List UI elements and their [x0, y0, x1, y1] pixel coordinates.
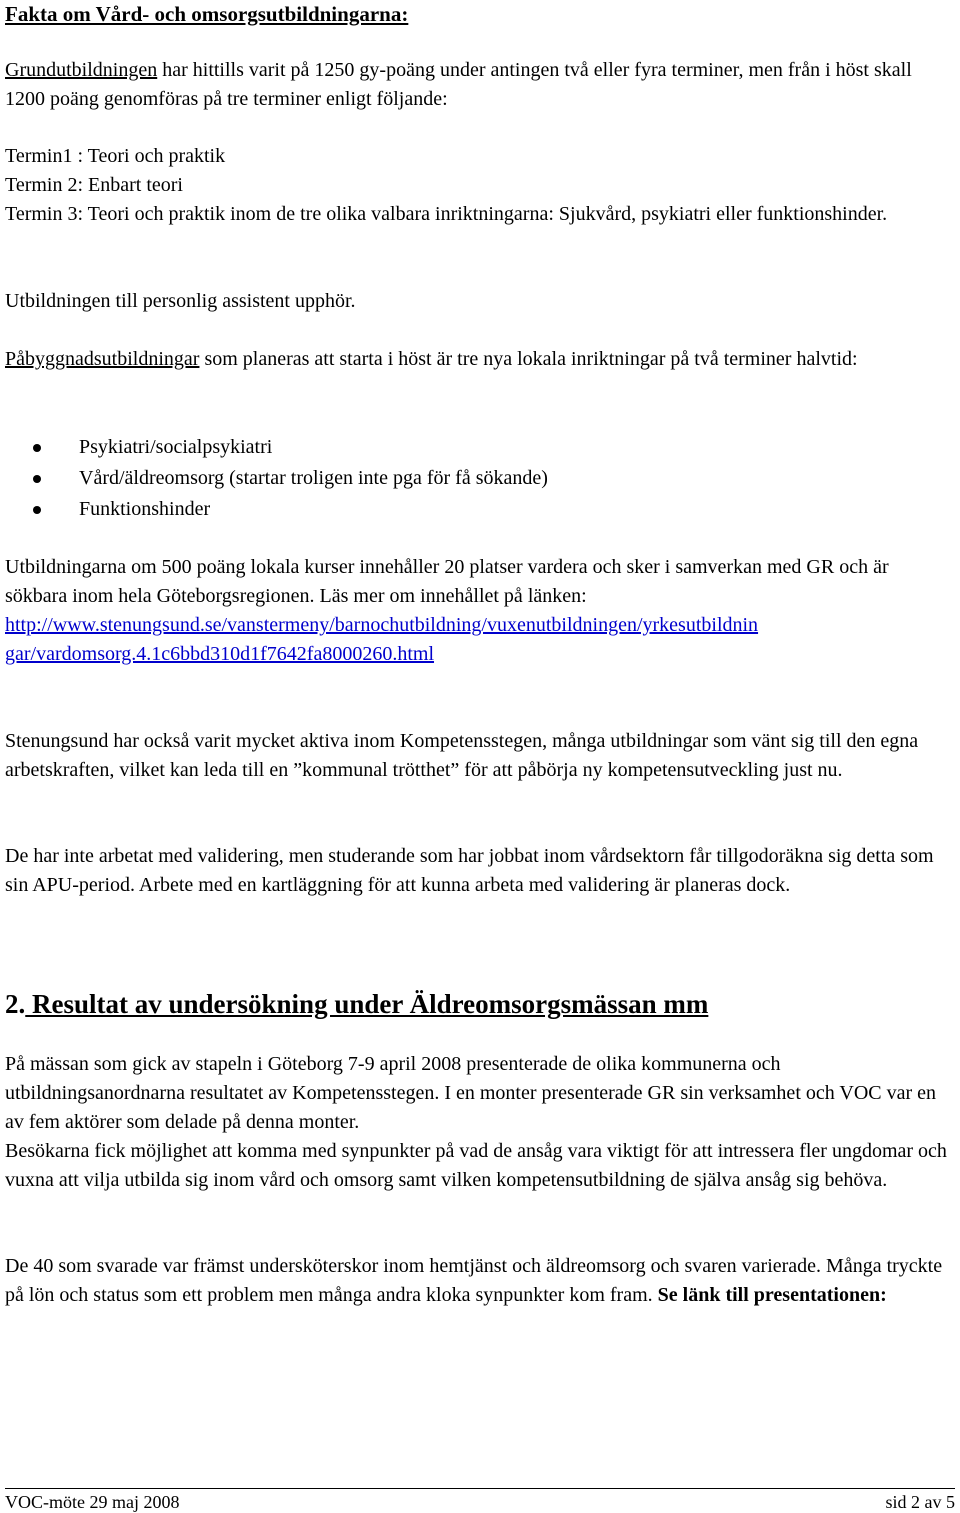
paragraph-stenungsund [5, 727, 955, 785]
paragraph-text: Besökarna fick möjlighet att komma med synpunkter på vad de ansåg vara viktigt för att intressera fler ungdomar och vuxna att vilja utbilda sig inom vård och omsorg samt vilken kompetensutbildning de själva ansåg sig behöva. [5, 1140, 947, 1191]
term-item: Termin 3: Teori och praktik inom de tre olika valbara inriktningarna: Sjukvård, psykiatri eller funktionshinder. [5, 203, 888, 225]
paragraph-text: Stenungsund har också varit mycket aktiva inom Kompetensstegen, många utbildningar som vänt sig till den egna arbetskraften, vilket kan leda till en ”kommunal trötthet” för att påbörja ny kompetensutveckling just nu. [5, 730, 919, 781]
bullet-icon [33, 506, 41, 514]
page-heading: Fakta om Vård- och omsorgsutbildningarna: [5, 2, 409, 26]
bullet-list [5, 433, 955, 526]
term-item: Termin1 : Teori och praktik [5, 145, 226, 167]
bullet-icon [33, 444, 41, 452]
paragraph-validering [5, 842, 955, 900]
term-item: Termin 2: Enbart teori [5, 174, 183, 196]
paragraph-assistent [5, 287, 955, 316]
paragraph-pabyggnad [5, 345, 955, 374]
section-number: 2. [5, 989, 26, 1019]
paragraph-massan [5, 1050, 955, 1195]
section-title: Resultat av undersökning under Äldreomsorgsmässan mm [25, 989, 709, 1019]
list-item [5, 495, 955, 526]
presentation-link-label[interactable]: Se länk till presentationen: [657, 1284, 887, 1306]
term-pabyggnadsutbildningar: Påbyggnadsutbildningar [5, 348, 200, 370]
footer-page-number: sid 2 av 5 [885, 1492, 955, 1512]
paragraph-text: som planeras att starta i höst är tre nya lokala inriktningar på två terminer halvtid: [199, 348, 858, 370]
paragraph-text: På mässan som gick av stapeln i Göteborg 7-9 april 2008 presenterade de olika kommunerna och utbildningsanordnarna resultatet av Kompetensstegen. I en monter presenterade GR sin verksamhet och VOC var en av fem aktörer som delade på denna monter. [5, 1053, 937, 1133]
list-item [5, 433, 955, 464]
page-footer [5, 1488, 955, 1512]
term-grundutbildningen: Grundutbildningen [5, 59, 158, 81]
bullet-icon [33, 475, 41, 483]
list-item-label: Vård/äldreomsorg (startar troligen inte pga för få sökande) [79, 467, 548, 489]
list-item [5, 464, 955, 495]
section-heading [5, 987, 708, 1021]
paragraph-svar [5, 1252, 955, 1310]
paragraph-text: Utbildningen till personlig assistent upphör. [5, 290, 356, 312]
list-item-label: Psykiatri/socialpsykiatri [79, 436, 273, 458]
terms-list [5, 142, 955, 229]
paragraph-text: har hittills varit på 1250 gy-poäng under antingen två eller fyra terminer, men från i höst skall 1200 poäng genomföras på tre terminer enligt följande: [5, 59, 912, 110]
list-item-label: Funktionshinder [79, 498, 211, 520]
external-link[interactable] [5, 614, 758, 665]
paragraph-text: De 40 som svarade var främst undersköterskor inom hemtjänst och äldreomsorg och svaren varierade. Många tryckte på lön och status som ett problem men många andra kloka synpunkter kom fram. [5, 1255, 943, 1306]
link-line: http://www.stenungsund.se/vanstermeny/barnochutbildning/vuxenutbildningen/yrkesutbildnin [5, 614, 759, 636]
footer-meeting: VOC-möte 29 maj 2008 [5, 1492, 180, 1512]
link-line: gar/vardomsorg.4.1c6bbd310d1f7642fa8000260.html [5, 643, 435, 665]
paragraph-text: Utbildningarna om 500 poäng lokala kurser innehåller 20 platser vardera och sker i samverkan med GR och är sökbara inom hela Göteborgsregionen. Läs mer om innehållet på länken: [5, 556, 889, 607]
paragraph-grundutbildning [5, 56, 955, 114]
paragraph-text: De har inte arbetat med validering, men studerande som har jobbat inom vårdsektorn får tillgodoräkna sig detta som sin APU-period. Arbete med en kartläggning för att kunna arbeta med validering är planeras dock. [5, 845, 934, 896]
paragraph-utbildningarna [5, 553, 955, 669]
